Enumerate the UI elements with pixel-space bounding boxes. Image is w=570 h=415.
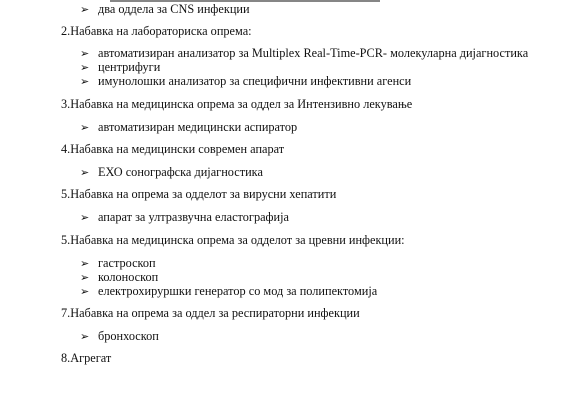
- arrow-bullet-icon: ➢: [80, 330, 90, 343]
- section-heading: 7.Набавка на опрема за оддел за респираторни инфекции: [61, 306, 360, 320]
- arrow-bullet-icon: ➢: [80, 61, 90, 74]
- list-item: ➢ два оддела за CNS инфекции: [80, 2, 250, 16]
- list-item: ➢ бронхоскоп: [80, 329, 159, 343]
- arrow-bullet-icon: ➢: [80, 285, 90, 298]
- section-heading: 5.Набавка на медицинска опрема за одделот за цревни инфекции:: [61, 233, 405, 247]
- section-heading: 4.Набавка на медицински современ апарат: [61, 142, 285, 156]
- section-heading: 8.Агрегат: [61, 351, 112, 365]
- list-item: ➢ автоматизиран анализатор за Multiplex Real-Time-PCR- молекуларна дијагностика: [80, 46, 529, 60]
- list-item: ➢ автоматизиран медицински аспиратор: [80, 120, 298, 134]
- list-item: ➢ центрифуги: [80, 60, 161, 74]
- arrow-bullet-icon: ➢: [80, 271, 90, 284]
- list-item: ➢ колоноскоп: [80, 270, 159, 284]
- arrow-bullet-icon: ➢: [80, 166, 90, 179]
- arrow-bullet-icon: ➢: [80, 121, 90, 134]
- section-heading: 5.Набавка на опрема за одделот за вирусни хепатити: [61, 187, 337, 201]
- section-heading: 2.Набавка на лабораториска опрема:: [61, 24, 252, 38]
- arrow-bullet-icon: ➢: [80, 211, 90, 224]
- list-item: ➢ гастроскоп: [80, 256, 156, 270]
- arrow-bullet-icon: ➢: [80, 3, 90, 16]
- list-item: ➢ имунолошки анализатор за специфични инфективни агенси: [80, 74, 412, 88]
- list-item: ➢ електрохируршки генератор со мод за полипектомија: [80, 284, 378, 298]
- arrow-bullet-icon: ➢: [80, 47, 90, 60]
- section-heading: 3.Набавка на медицинска опрема за оддел за Интензивно лекување: [61, 97, 413, 111]
- arrow-bullet-icon: ➢: [80, 75, 90, 88]
- arrow-bullet-icon: ➢: [80, 257, 90, 270]
- list-item: ➢ ЕХО сонографска дијагностика: [80, 165, 263, 179]
- list-item: ➢ апарат за ултразвучна еластографија: [80, 210, 289, 224]
